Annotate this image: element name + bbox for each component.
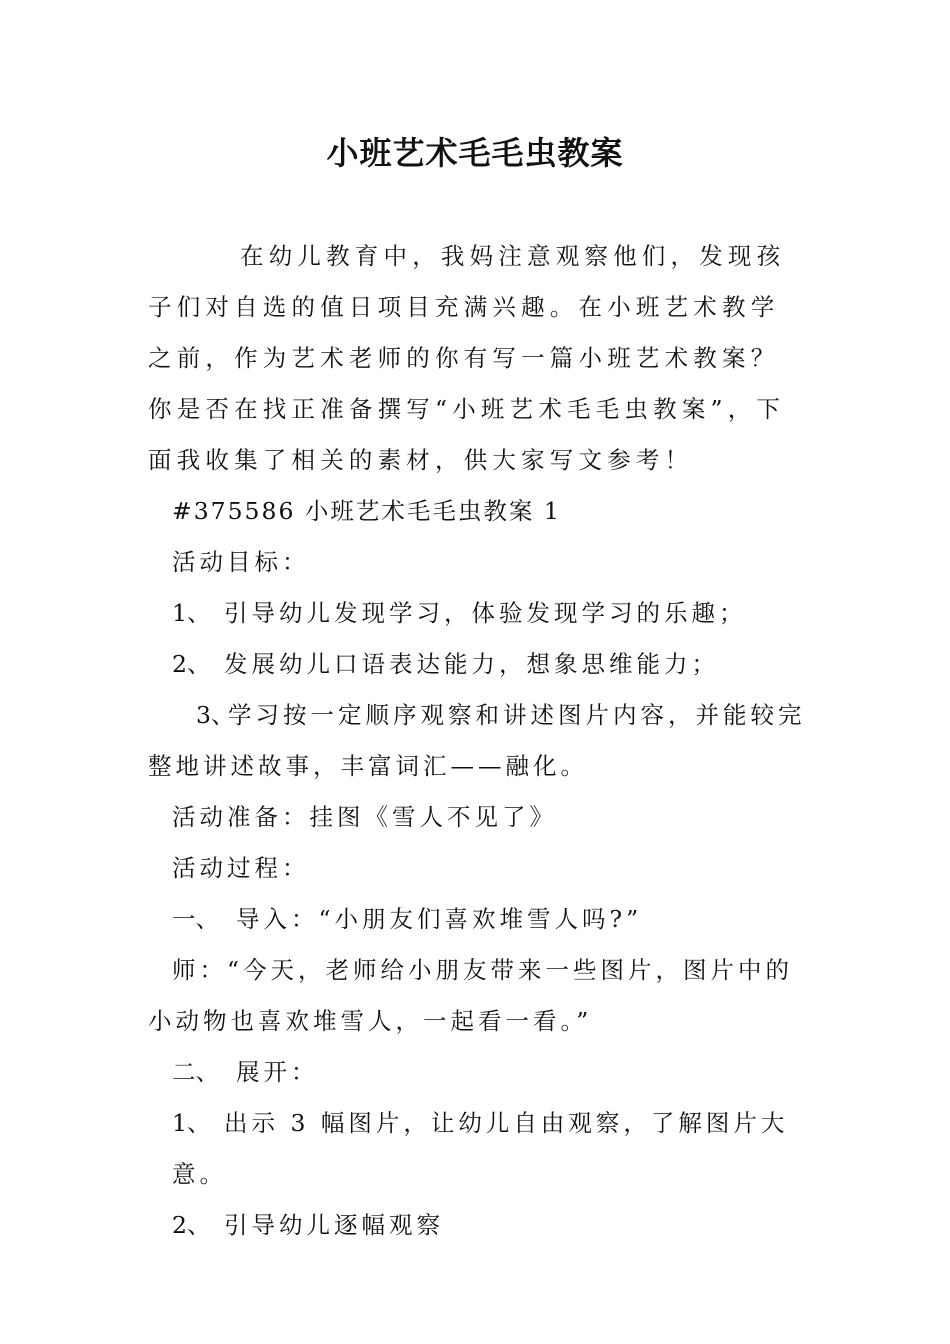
goal-number: 3、: [196, 701, 235, 729]
step-text: 展开：: [236, 1058, 319, 1086]
goal-text: 发展幼儿口语表达能力，想象思维能力；: [224, 650, 719, 678]
step-2: [148, 1047, 808, 1098]
goal-text: 引导幼儿发现学习，体验发现学习的乐趣；: [224, 599, 747, 627]
substep-text: 出示 3 幅图片，让幼儿自由观察，了解图片大意。: [172, 1109, 789, 1188]
goal-item-3: [148, 690, 808, 792]
step-1: [148, 894, 808, 945]
section-heading: #375586 小班艺术毛毛虫教案 1: [172, 497, 561, 525]
substep-1: [148, 1098, 808, 1200]
intro-paragraph: 在幼儿教育中，我妈注意观察他们，发现孩子们对自选的值日项目充满兴趣。在小班艺术教学之前，作为艺术老师的你有写一篇小班艺术教案？你是否在找正准备撰写“小班艺术毛毛虫教案”，下面我收集了相关的素材，供大家写文参考！: [148, 242, 786, 474]
goal-number: 2、: [172, 650, 211, 678]
goal-item-2: [148, 639, 808, 690]
process-label: 活动过程：: [172, 854, 310, 882]
goal-number: 1、: [172, 599, 211, 627]
substep-number: 2、: [172, 1211, 211, 1239]
document-title: 小班艺术毛毛虫教案: [326, 134, 624, 172]
goals-label: 活动目标：: [172, 548, 310, 576]
goal-item-1: [148, 588, 808, 639]
step-text: 导入：“小朋友们喜欢堆雪人吗?”: [236, 905, 643, 933]
substep-2: [148, 1200, 808, 1251]
step-number: 一、: [172, 905, 219, 933]
teacher-line: 师：“今天，老师给小朋友带来一些图片，图片中的小动物也喜欢堆雪人，一起看一看。”: [148, 956, 794, 1035]
document-body: [148, 231, 808, 1251]
substep-text: 引导幼儿逐幅观察: [224, 1211, 444, 1239]
goal-text: 学习按一定顺序观察和讲述图片内容，并能较完整地讲述故事，丰富词汇——融化。: [148, 701, 806, 780]
prep-line: 活动准备：挂图《雪人不见了》: [172, 803, 557, 831]
substep-number: 1、: [172, 1109, 211, 1137]
step-number: 二、: [172, 1058, 219, 1086]
